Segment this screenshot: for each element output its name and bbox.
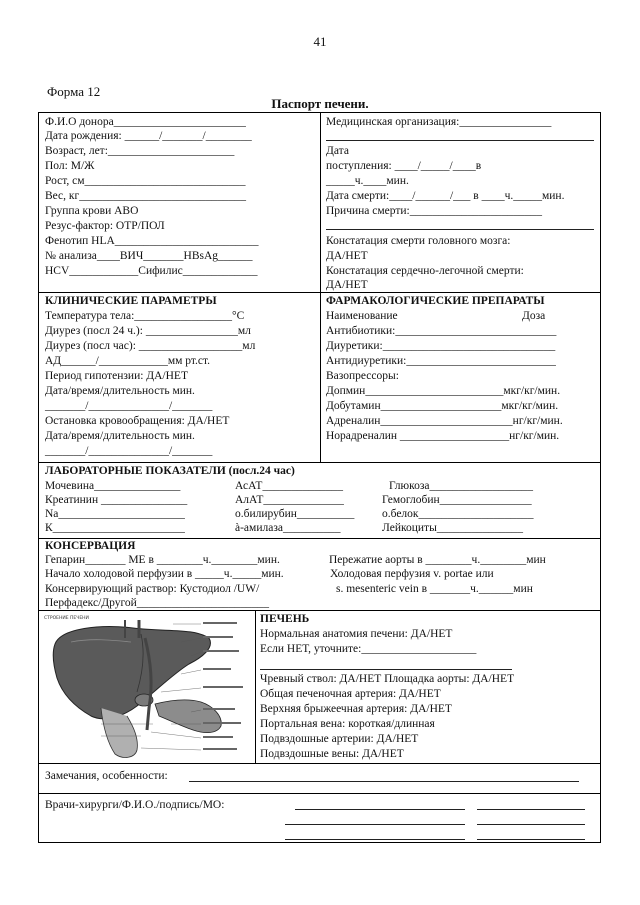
datetime-label-2: Дата/время/длительность мин. — [45, 430, 195, 442]
divider — [39, 763, 600, 764]
liver-header: ПЕЧЕНЬ — [260, 613, 310, 625]
mesenteric-artery-field[interactable]: Верхняя брыжеечная артерия: ДА/НЕТ — [260, 703, 452, 715]
page-number: 41 — [313, 34, 327, 49]
brain-death-label: Констатация смерти головного мозга: — [326, 235, 511, 247]
bilirubin-field[interactable]: о.билирубин__________ — [235, 508, 355, 520]
blank-line — [326, 229, 594, 230]
diuretics-field[interactable]: Диуретики:______________________________ — [326, 340, 556, 352]
glucose-field[interactable]: Глюкоза__________________ — [389, 480, 534, 492]
diuresis-24h-field[interactable]: Диурез (посл 24 ч.): ________________мл — [45, 325, 251, 337]
potassium-field[interactable]: К_______________________ — [45, 522, 185, 534]
signature-line[interactable] — [477, 824, 585, 825]
blood-group-field[interactable]: Группа крови АВО — [45, 205, 139, 217]
creatinine-field[interactable]: Креатинин _______________ — [45, 494, 188, 506]
aortic-clamp-field[interactable]: Пережатие аорты в ________ч.________мин — [329, 554, 546, 566]
column-divider — [320, 113, 321, 462]
pharma-header: ФАРМАКОЛОГИЧЕСКИЕ ПРЕПАРАТЫ — [326, 295, 545, 307]
height-field[interactable]: Рост, см____________________________ — [45, 175, 246, 187]
illustration-caption: СТРОЕНИЕ ПЕЧЕНИ — [44, 616, 89, 621]
death-date-field[interactable]: Дата смерти:____/______/___ в ____ч._____мин. — [326, 190, 565, 202]
date-label: Дата — [326, 145, 349, 157]
med-org-field[interactable]: Медицинская организация:________________ — [326, 116, 552, 128]
sex-field[interactable]: Пол: М/Ж — [45, 160, 95, 172]
death-cause-field[interactable]: Причина смерти:_______________________ — [326, 205, 542, 217]
urea-field[interactable]: Мочевина_______________ — [45, 480, 181, 492]
datetime-field-1[interactable]: _______/______________/_______ — [45, 400, 213, 412]
ast-field[interactable]: АсАТ______________ — [235, 480, 343, 492]
normal-anatomy-field[interactable]: Нормальная анатомия печени: ДА/НЕТ — [260, 628, 453, 640]
dobutamine-field[interactable]: Добутамин_____________________мкг/кг/мин. — [326, 400, 559, 412]
brain-death-choice[interactable]: ДА/НЕТ — [326, 250, 368, 262]
cold-perfusion-start-field[interactable]: Начало холодовой перфузии в _____ч._____мин. — [45, 568, 284, 580]
portal-vein-field[interactable]: Портальная вена: короткая/длинная — [260, 718, 435, 730]
rhesus-field[interactable]: Резус-фактор: ОТР/ПОЛ — [45, 220, 165, 232]
signature-line[interactable] — [295, 809, 465, 810]
cardio-death-label: Констатация сердечно-легочной смерти: — [326, 265, 524, 277]
vasopressors-label: Вазопрессоры: — [326, 370, 399, 382]
circulatory-arrest-field[interactable]: Остановка кровообращения: ДА/НЕТ — [45, 415, 230, 427]
column-divider — [255, 610, 256, 763]
divider — [39, 610, 600, 611]
adrenaline-field[interactable]: Адреналин_______________________нг/кг/мин. — [326, 415, 563, 427]
weight-field[interactable]: Вес, кг_____________________________ — [45, 190, 246, 202]
hemoglobin-field[interactable]: Гемоглобин________________ — [382, 494, 532, 506]
protein-field[interactable]: о.белок____________________ — [382, 508, 534, 520]
celiac-trunk-field[interactable]: Чревный ствол: ДА/НЕТ Площадка аорты: ДА/НЕТ — [260, 673, 515, 685]
signature-line[interactable] — [285, 824, 465, 825]
hepatic-artery-field[interactable]: Общая печеночная артерия: ДА/НЕТ — [260, 688, 441, 700]
pancreas-shape — [155, 700, 221, 733]
drug-name-column: Наименование — [326, 310, 398, 322]
datetime-field-2[interactable]: _______/______________/_______ — [45, 445, 213, 457]
alt-field[interactable]: АлАТ______________ — [235, 494, 344, 506]
surgeons-label: Врачи-хирурги/Ф.И.О./подпись/МО: — [45, 799, 225, 811]
divider — [39, 462, 600, 463]
iliac-arteries-field[interactable]: Подвздошные артерии: ДА/НЕТ — [260, 733, 419, 745]
noradrenaline-field[interactable]: Норадреналин ___________________нг/кг/мин. — [326, 430, 560, 442]
hypotension-field[interactable]: Период гипотензии: ДА/НЕТ — [45, 370, 188, 382]
drug-dose-column: Доза — [522, 310, 546, 322]
temperature-field[interactable]: Температура тела:_________________°С — [45, 310, 245, 322]
antidiuretics-field[interactable]: Антидиуретики:__________________________ — [326, 355, 556, 367]
cardio-death-choice[interactable]: ДА/НЕТ — [326, 279, 368, 291]
conservation-header: КОНСЕРВАЦИЯ — [45, 540, 136, 552]
clinical-header: КЛИНИЧЕСКИЕ ПАРАМЕТРЫ — [45, 295, 217, 307]
signature-line[interactable] — [285, 839, 465, 840]
age-field[interactable]: Возраст, лет:______________________ — [45, 145, 235, 157]
diuresis-hour-field[interactable]: Диурез (посл час): __________________мл — [45, 340, 256, 352]
portal-perfusion-label: Холодовая перфузия v. portae или — [330, 568, 494, 580]
solution-choice[interactable]: Консервирующий раствор: Кустодиол /UW/ — [45, 583, 260, 595]
analysis-field[interactable]: № анализа____ВИЧ_______HBsAg______ — [45, 250, 253, 262]
datetime-label-1: Дата/время/длительность мин. — [45, 385, 195, 397]
divider — [39, 793, 600, 794]
signature-line[interactable] — [477, 809, 585, 810]
sodium-field[interactable]: Na______________________ — [45, 508, 185, 520]
birth-date-field[interactable]: Дата рождения: ______/_______/________ — [45, 130, 252, 142]
amylase-field[interactable]: à-амилаза__________ — [235, 522, 341, 534]
mesenteric-vein-field[interactable]: s. mesenteric vein в _______ч.______мин — [336, 583, 533, 595]
admission-time-field[interactable]: _____ч.____мин. — [326, 175, 409, 187]
clarify-field[interactable]: Если НЕТ, уточните:____________________ — [260, 643, 477, 655]
lab-header: ЛАБОРАТОРНЫЕ ПОКАЗАТЕЛИ (посл.24 час) — [45, 465, 295, 477]
donor-fio-field[interactable]: Ф.И.О донора_______________________ — [45, 116, 246, 128]
dopamine-field[interactable]: Допмин________________________мкг/кг/мин. — [326, 385, 561, 397]
perfadex-field[interactable]: Перфадекс/Другой_______________________ — [45, 597, 270, 609]
leukocytes-field[interactable]: Лейкоциты_______________ — [382, 522, 524, 534]
blank-line — [260, 669, 512, 670]
blood-pressure-field[interactable]: АД______/____________мм рт.ст. — [45, 355, 211, 367]
liver-passport-form — [38, 112, 601, 843]
blank-line — [326, 140, 594, 141]
remarks-line[interactable] — [189, 781, 579, 782]
iliac-veins-field[interactable]: Подвздошные вены: ДА/НЕТ — [260, 748, 404, 760]
admission-field[interactable]: поступления: ____/_____/____в — [326, 160, 482, 172]
signature-line[interactable] — [477, 839, 585, 840]
document-title: Паспорт печени. — [271, 96, 369, 111]
liver-anatomy-illustration — [41, 612, 255, 760]
remarks-label: Замечания, особенности: — [45, 770, 168, 782]
antibiotics-field[interactable]: Антибиотики:____________________________ — [326, 325, 557, 337]
form-label: Форма 12 — [47, 84, 101, 99]
hla-field[interactable]: Фенотип HLA_________________________ — [45, 235, 259, 247]
heparin-field[interactable]: Гепарин_______ МЕ в ________ч.________мин. — [45, 554, 280, 566]
hcv-field[interactable]: HCV____________Сифилис_____________ — [45, 265, 258, 277]
